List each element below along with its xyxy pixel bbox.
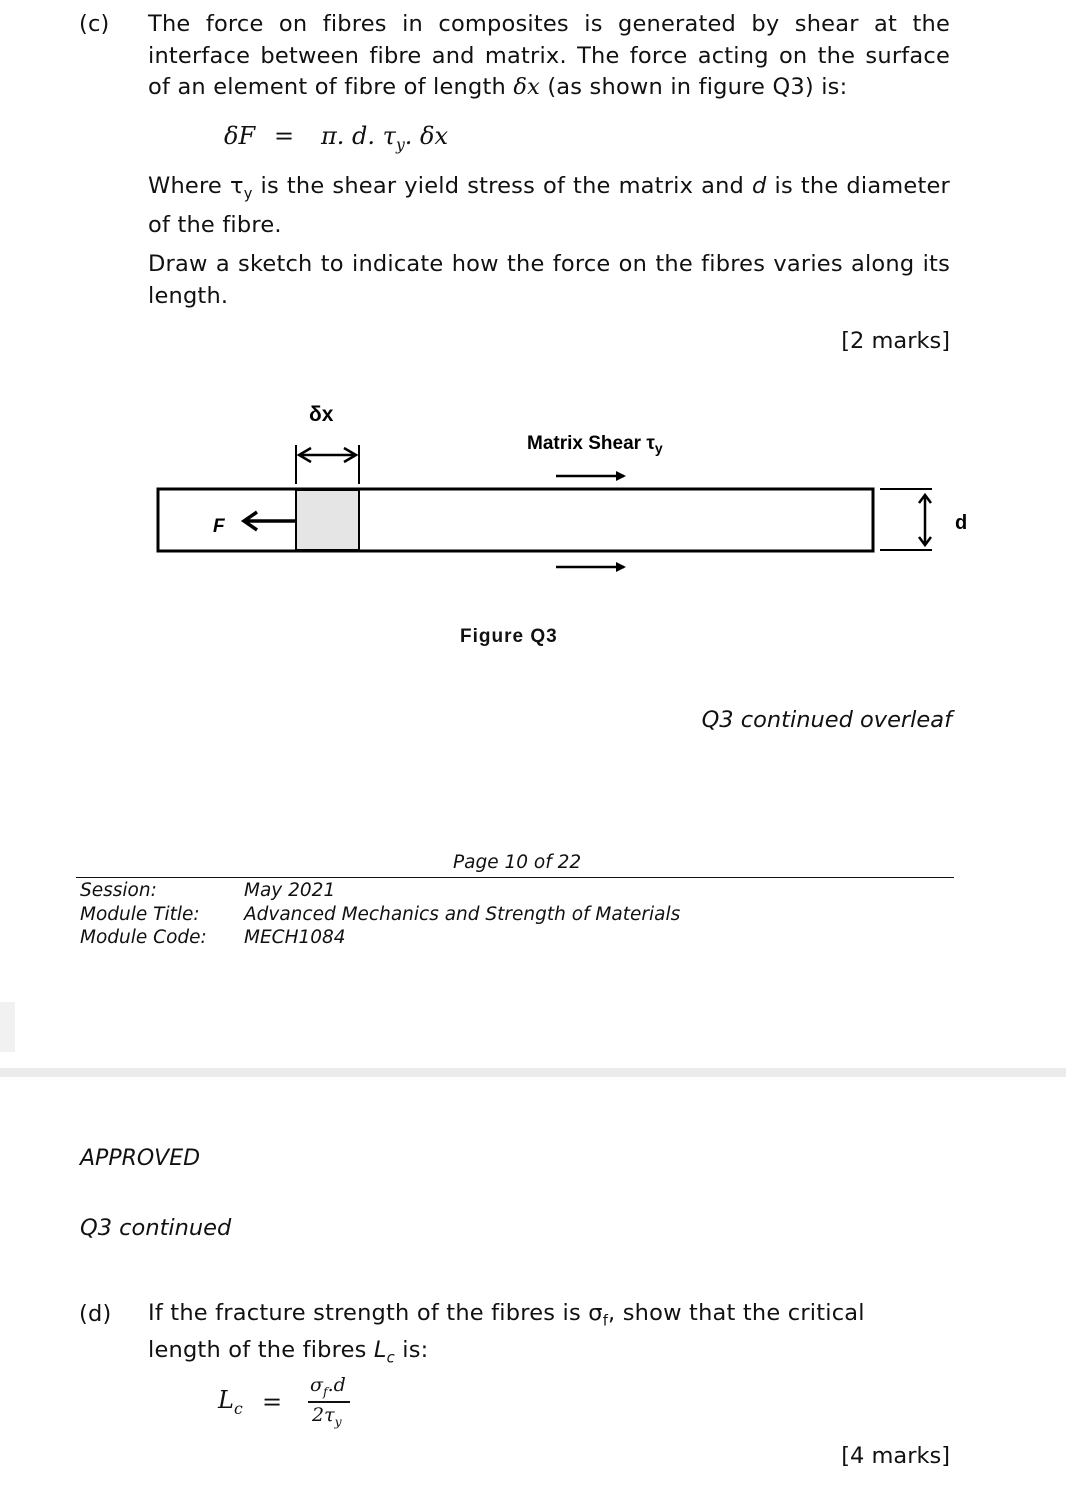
where-text [148, 171, 950, 242]
module-code-value: MECH1084 [244, 927, 346, 948]
page-number: Page 10 of 22 [453, 852, 582, 873]
diameter-label: d [955, 512, 968, 534]
footer-values [244, 879, 680, 950]
footer-rule [76, 877, 954, 878]
module-title-value: Advanced Mechanics and Strength of Materials [244, 903, 681, 925]
diameter-arrow [919, 495, 931, 545]
session-value: May 2021 [244, 880, 336, 901]
force-label: F [213, 516, 225, 537]
part-c-label: (c) [79, 11, 110, 37]
part-c-line-1: The force on fibres in composites is generated by shear at the [148, 11, 950, 37]
where-line-1: Where $\tau_y$ is the shear yield stress of the matrix and d is the diameter [148, 173, 950, 203]
part-d-label: (d) [79, 1301, 112, 1327]
part-c-line-2: interface between fibre and matrix. The force acting on the surface [148, 42, 950, 69]
lc-fraction-bar [308, 1401, 350, 1403]
fibre-element [296, 490, 359, 550]
session-label: Session: [80, 880, 157, 901]
where-line-2: of the fibre. [148, 212, 282, 238]
figure-q3 [0, 395, 1066, 595]
dx-label: δx [309, 403, 334, 426]
approved-stamp: APPROVED [80, 1146, 201, 1171]
dx-dimension-arrow [299, 448, 356, 462]
footer-labels [80, 879, 207, 950]
figure-caption: Figure Q3 [460, 626, 558, 647]
draw-line-2: length. [148, 282, 229, 309]
part-d-line-1: If the fracture strength of the fibres is $\sigma_f$, show that the critical [148, 1300, 865, 1330]
lc-lhs: $L_c$ [218, 1386, 243, 1418]
force-arrow [244, 512, 295, 530]
matrix-shear-label: Matrix Shear $\tau_y$ [527, 433, 663, 456]
page-divider [0, 1068, 1066, 1077]
part-c-marks: [2 marks] [841, 328, 950, 354]
part-d-text [148, 1299, 950, 1372]
part-d-marks: [4 marks] [841, 1443, 950, 1469]
lc-numerator: $\sigma_f.d$ [310, 1374, 346, 1399]
part-d-line-2: length of the fibres $L_c$ is: [148, 1336, 429, 1366]
module-title-label: Module Title: [80, 903, 200, 925]
lc-equals: = [262, 1388, 283, 1416]
continued-overleaf: Q3 continued overleaf [701, 707, 952, 733]
part-c-text [148, 9, 950, 104]
critical-length-equation [218, 1372, 378, 1434]
draw-text [148, 249, 950, 312]
draw-line-1: Draw a sketch to indicate how the force on the fibres varies along its [148, 251, 950, 277]
scroll-tab [0, 1002, 15, 1052]
part-c-line-3: of an element of fibre of length δx (as shown in figure Q3) is: [148, 74, 848, 100]
q3-continued: Q3 continued [80, 1215, 232, 1241]
module-code-label: Module Code: [80, 927, 207, 948]
lc-denominator: $2\tau_y$ [312, 1404, 342, 1429]
